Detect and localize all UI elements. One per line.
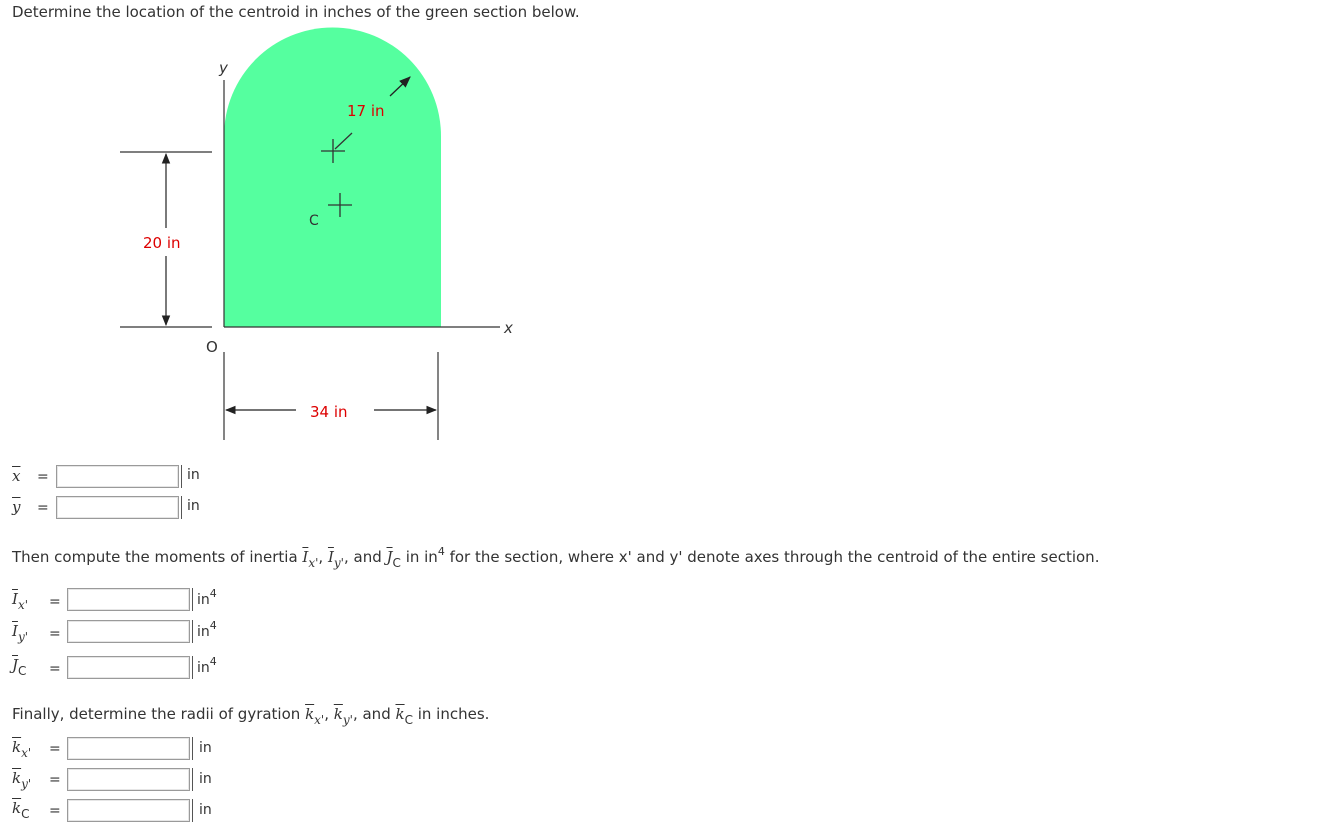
jc-unit-divider	[192, 656, 193, 679]
height-label	[143, 234, 181, 252]
radii-comma-1: ,	[324, 705, 334, 723]
y-bar-equals: =	[37, 500, 49, 516]
y-bar-symbol: $\overline{y}$	[12, 498, 21, 516]
y-bar-unit: in	[187, 498, 200, 514]
x-bar-unit: in	[187, 467, 200, 483]
inertia-sub-iy: y'	[333, 556, 344, 570]
inertia-sub-jc: C	[392, 556, 401, 570]
inertia-prompt-mid: in in	[400, 548, 438, 566]
section-figure	[0, 0, 620, 450]
radii-comma-2: , and	[352, 705, 396, 723]
radii-sym-ky: $\overline{k}$	[333, 705, 343, 723]
inertia-prompt-sup: 4	[437, 545, 445, 558]
radii-prompt	[12, 705, 490, 727]
ix-symbol: $\overline{I}_{x'}$	[12, 590, 29, 612]
green-section	[224, 28, 441, 328]
inertia-sym-iy: $\overline{I}$	[327, 548, 334, 566]
x-bar-input[interactable]	[56, 465, 179, 488]
y-bar-unit-divider	[181, 496, 182, 519]
radii-sub-kx: x'	[314, 713, 325, 727]
inertia-comma-2: , and	[343, 548, 387, 566]
centroid-label: C	[309, 213, 319, 229]
inertia-sub-ix: x'	[308, 556, 319, 570]
iy-unit: $in^4$	[197, 619, 217, 640]
radii-sub-ky: y'	[342, 713, 353, 727]
ky-symbol: $\overline{k}_{y'}$	[12, 769, 32, 791]
jc-input[interactable]	[67, 656, 190, 679]
width-label: 34 in	[310, 403, 348, 421]
kx-equals: =	[49, 741, 61, 757]
ky-input[interactable]	[67, 768, 190, 791]
kx-unit-divider	[192, 737, 193, 760]
jc-equals: =	[49, 661, 61, 677]
problem-prompt: Determine the location of the centroid in inches of the green section below.	[12, 3, 580, 21]
radii-sym-kx: $\overline{k}$	[305, 705, 315, 723]
y-bar-input[interactable]	[56, 496, 179, 519]
x-bar-unit-divider	[181, 465, 182, 488]
kc-symbol: $\overline{k}_C$	[12, 799, 30, 821]
radii-sub-kc: C	[404, 713, 413, 727]
iy-equals: =	[49, 626, 61, 642]
x-axis-label: x	[504, 319, 513, 337]
inertia-prompt-before: Then compute the moments of inertia	[12, 548, 303, 566]
origin-label: O	[206, 338, 218, 356]
kc-equals: =	[49, 803, 61, 819]
ky-equals: =	[49, 772, 61, 788]
jc-symbol: $\overline{J}_C$	[12, 656, 27, 678]
ix-input[interactable]	[67, 588, 190, 611]
radii-sym-kc: $\overline{k}$	[395, 705, 405, 723]
x-bar-equals: =	[37, 469, 49, 485]
inertia-prompt	[12, 545, 1100, 570]
iy-symbol: $\overline{I}_{y'}$	[12, 622, 29, 644]
iy-unit-divider	[192, 620, 193, 643]
kx-symbol: $\overline{k}_{x'}$	[12, 738, 32, 760]
height-label-text: 20 in	[143, 234, 181, 252]
kc-unit-divider	[192, 799, 193, 822]
jc-unit: $in^4$	[197, 655, 217, 676]
ix-unit-divider	[192, 588, 193, 611]
radii-prompt-before: Finally, determine the radii of gyration	[12, 705, 306, 723]
x-bar-symbol: $\overline{x}$	[12, 467, 21, 485]
inertia-comma-1: ,	[318, 548, 328, 566]
ix-unit: $in^4$	[197, 587, 217, 608]
radii-prompt-after: in inches.	[412, 705, 490, 723]
inertia-prompt-after: for the section, where x' and y' denote axes through the centroid of the entire section.	[444, 548, 1100, 566]
y-axis-label: y	[219, 59, 228, 77]
inertia-sym-ix: $\overline{I}$	[302, 548, 309, 566]
kc-unit: in	[199, 802, 212, 818]
kx-input[interactable]	[67, 737, 190, 760]
ky-unit: in	[199, 771, 212, 787]
ky-unit-divider	[192, 768, 193, 791]
kx-unit: in	[199, 740, 212, 756]
inertia-sym-jc: $\overline{J}$	[386, 548, 393, 566]
radius-label: 17 in	[347, 102, 385, 120]
kc-input[interactable]	[67, 799, 190, 822]
iy-input[interactable]	[67, 620, 190, 643]
ix-equals: =	[49, 594, 61, 610]
